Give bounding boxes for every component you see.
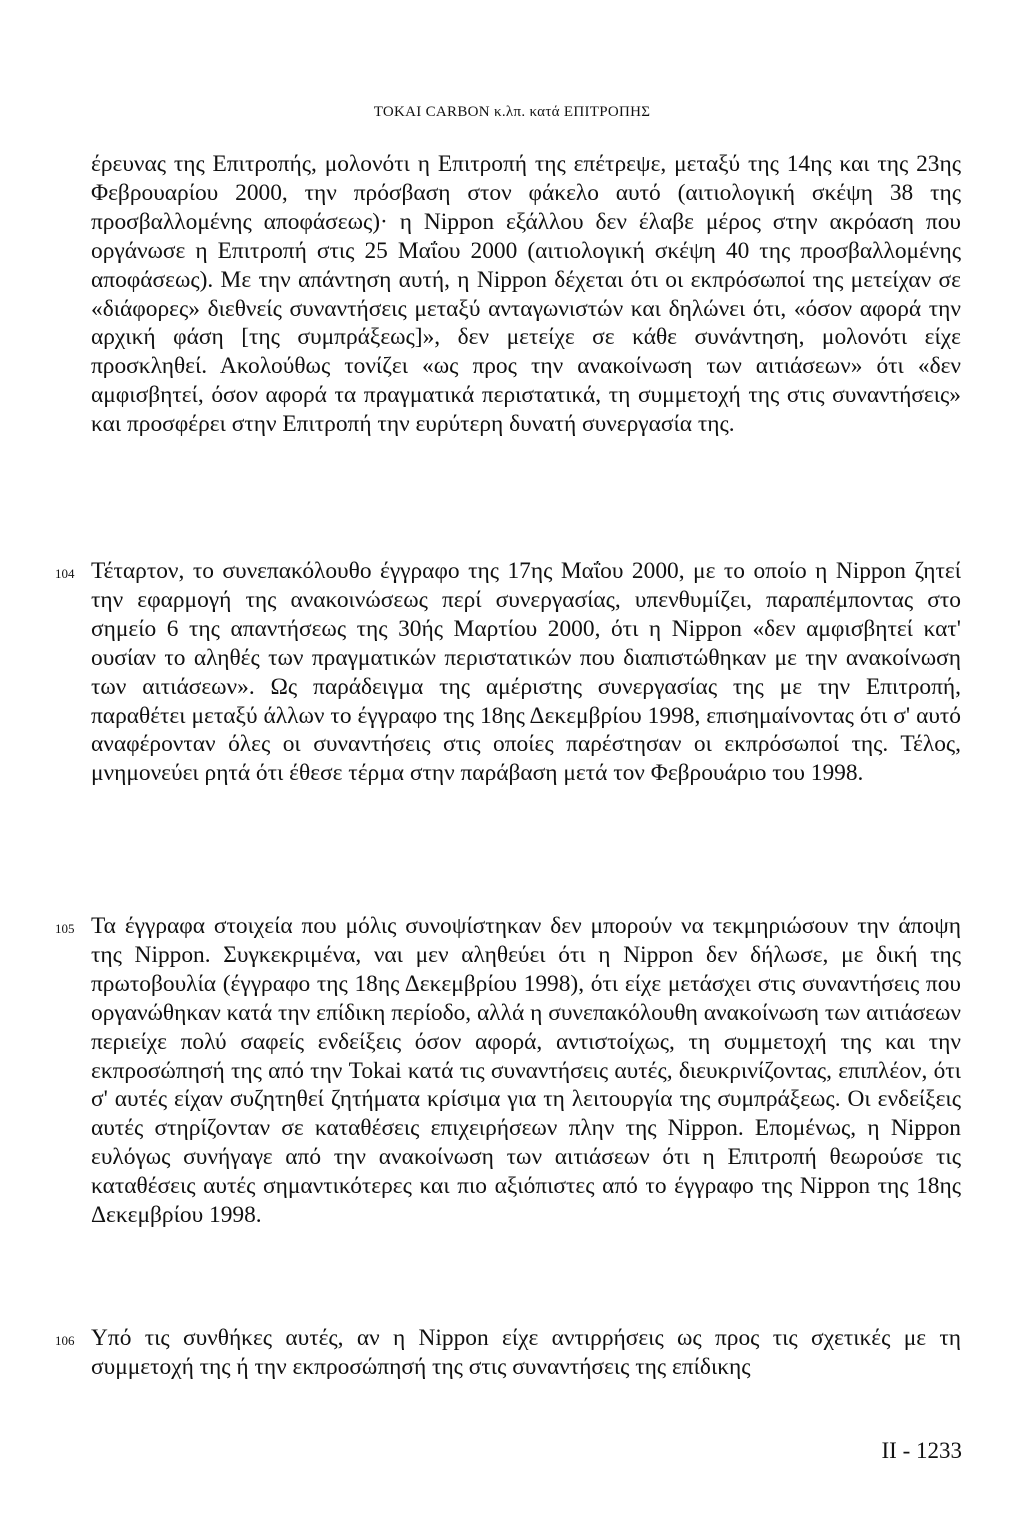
running-header: TOKAI CARBON κ.λπ. κατά ΕΠΙΤΡΟΠΗΣ xyxy=(373,104,651,120)
paragraph-105: Τα έγγραφα στοιχεία που μόλις συνοψίστηκαν δεν μπορούν να τεκμηριώσουν την άποψη της Nippon. Συγκεκριμένα, ναι μεν αληθεύει ότι η Nippon δεν δήλωσε, με δική της πρωτοβουλία (έγγραφο της 18ης Δεκεμβρίου 1998), ότι είχε μετάσχει στις συναντήσεις που οργανώθηκαν κατά την επίδικη περίοδο, αλλά η συνεπακόλουθη ανακοίνωση των αιτιάσεων περιείχε πολύ σαφείς ενδείξεις όσον αφορά, αντιστοίχως, τη συμμετοχή της και την εκπροσώπησή της από την Tokai κατά τις συναντήσεις αυτές, διευκρινίζοντας, επιπλέον, ότι σ' αυτές είχαν συζητηθεί ζητήματα κρίσιμα για τη λειτουργία της συμπράξεως. Οι ενδείξεις αυτές στηρίζονταν σε καταθέσεις επιχειρήσεων πλην της Nippon. Επομένως, η Nippon ευλόγως συνήγαγε από την ανακοίνωση των αιτιάσεων ότι η Επιτροπή θεωρούσε τις καταθέσεις αυτές σημαντικότερες και πιο αξιόπιστες από το έγγραφο της Nippon της 18ης Δεκεμβρίου 1998. xyxy=(91,913,961,1229)
paragraph-number-105: 105 xyxy=(55,921,75,936)
paragraph-106: Υπό τις συνθήκες αυτές, αν η Nippon είχε αντιρρήσεις ως προς τις σχετικές με τη συμμετοχή της ή την εκπροσώπησή της στις συναντήσεις της επίδικης xyxy=(91,1325,961,1380)
paragraph-number-106: 106 xyxy=(55,1333,75,1348)
paragraph-104: Τέταρτον, το συνεπακόλουθο έγγραφο της 17ης Μαΐου 2000, με το οποίο η Nippon ζητεί την εφαρμογή της ανακοινώσεως περί συνεργασίας, υπενθυμίζει, παραπέμποντας στο σημείο 6 της απαντήσεως της 30ής Μαρτίου 2000, ότι η Nippon «δεν αμφισβητεί κατ' ουσίαν το αληθές των πραγματικών περιστατικών που διαπιστώθηκαν με την ανακοίνωση των αιτιάσεων». Ως παράδειγμα της αμέριστης συνεργασίας της με την Επιτροπή, παραθέτει μεταξύ άλλων το έγγραφο της 18ης Δεκεμβρίου 1998, επισημαίνοντας ότι σ' αυτό αναφέρονταν όλες οι συναντήσεις στις οποίες παρέστησαν οι εκπρόσωποί της. Τέλος, μνημονεύει ρητά ότι έθεσε τέρμα στην παράβαση μετά τον Φεβρουάριο του 1998. xyxy=(91,558,961,787)
page-number: II - 1233 xyxy=(881,1438,962,1463)
paragraph-continuation: έρευνας της Επιτροπής, μολονότι η Επιτροπή της επέτρεψε, μεταξύ της 14ης και της 23ης Φεβρουαρίου 2000, την πρόσβαση στον φάκελο αυτό (αιτιολογική σκέψη 38 της προσβαλλομένης αποφάσεως)· η Nippon εξάλλου δεν έλαβε μέρος στην ακρόαση που οργάνωσε η Επιτροπή στις 25 Μαΐου 2000 (αιτιολογική σκέψη 40 της προσβαλλομένης αποφάσεως). Με την απάντηση αυτή, η Nippon δέχεται ότι οι εκπρόσωποί της μετείχαν σε «διάφορες» διεθνείς συναντήσεις μεταξύ ανταγωνιστών και δηλώνει ότι, «όσον αφορά την αρχική φάση [της συμπράξεως]», δεν μετείχε σε κάθε συνάντηση, μολονότι είχε προσκληθεί. Ακολούθως τονίζει «ως προς την ανακοίνωση των αιτιάσεων» ότι «δεν αμφισβητεί, όσον αφορά τα πραγματικά περιστατικά, τη συμμετοχή της στις συναντήσεις» και προσφέρει στην Επιτροπή την ευρύτερη δυνατή συνεργασία της. xyxy=(91,151,961,438)
paragraph-number-104: 104 xyxy=(55,566,75,581)
